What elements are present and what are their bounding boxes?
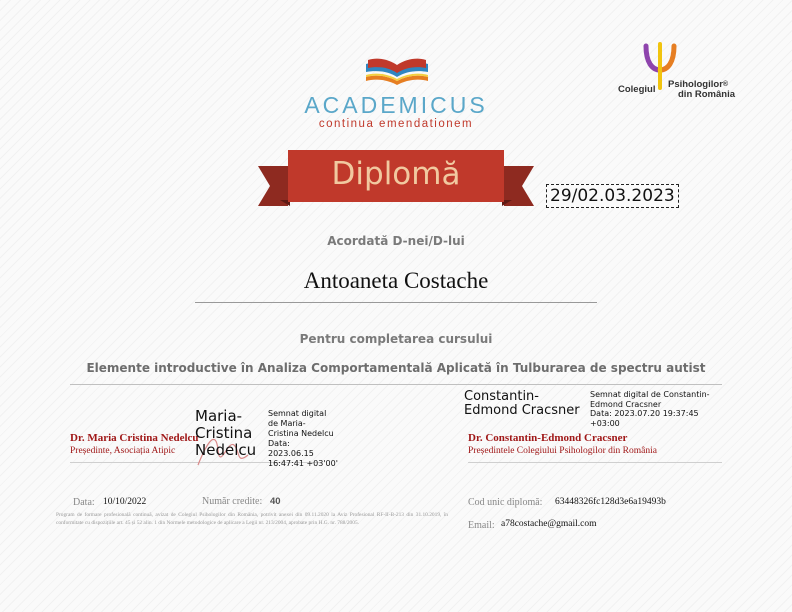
credits-value: 40 — [270, 496, 281, 507]
signatory2-name: Dr. Constantin-Edmond Cracsner — [468, 432, 628, 444]
unique-code-value: 63448326fc128d3e6a19493b — [555, 497, 666, 507]
course-title: Elemente introductive în Analiza Comportamentală Aplicată în Tulburarea de spectru autist — [86, 361, 706, 375]
credits-label: Număr credite: — [202, 496, 263, 507]
s2-stamp-line: Constantin- — [464, 389, 539, 404]
awarded-to-label: Acordată D-nei/D-lui — [327, 234, 465, 248]
s1-stamp-line: Nedelcu — [195, 441, 257, 459]
course-divider — [70, 384, 722, 385]
recipient-underline — [195, 302, 597, 303]
cpr-colegiul-label: Colegiul — [618, 84, 656, 95]
s1-meta-line: 16:47:41 +03'00' — [268, 459, 338, 468]
s1-stamp-line: Maria- — [195, 407, 243, 425]
s1-meta-line: de Maria- — [268, 419, 306, 428]
course-intro: Pentru completarea cursului — [299, 332, 493, 346]
signatory1-signature-meta — [268, 409, 338, 469]
cpr-name-line1: Psihologilor — [668, 79, 723, 90]
signatory2-role: Președintele Colegiului Psihologilor din România — [468, 446, 657, 456]
s1-stamp-line: Cristina — [195, 424, 253, 442]
signatory1-role: Președinte, Asociația Atipic — [70, 446, 176, 456]
s1-meta-line: Data: — [268, 439, 290, 448]
s2-meta-line: Edmond Cracsner — [590, 399, 662, 409]
diploma-title: Diplomă — [331, 156, 461, 192]
s2-meta-line: +03:00 — [590, 418, 620, 428]
signatory1-name: Dr. Maria Cristina Nedelcu — [70, 432, 199, 444]
academicus-motto: continua emendationem — [318, 118, 474, 130]
cpr-name — [668, 80, 735, 100]
email-label: Email: — [468, 520, 495, 531]
s1-meta-line: Semnat digital — [268, 409, 327, 418]
s2-stamp-line: Edmond Cracsner — [464, 403, 580, 418]
s2-meta-line: Semnat digital de Constantin- — [590, 390, 710, 399]
cpr-name-line2: din România — [678, 89, 736, 100]
signatory2-signature-meta — [590, 390, 710, 428]
signatory2-digital-signature — [464, 390, 580, 418]
signatory1-digital-signature — [195, 408, 256, 459]
signatory2-line — [468, 462, 722, 463]
s1-meta-line: Cristina Nedelcu — [268, 429, 334, 438]
academicus-book-logo — [362, 55, 432, 85]
diploma-number: 29/02.03.2023 — [546, 184, 679, 208]
s1-meta-line: 2023.06.15 — [268, 449, 314, 458]
legal-notice: Program de formare profesională continuă, avizat de Colegiul Psihologilor din România, potrivit anexei din 09.11.2020 la Aviz Profesional RF-II-B-213 din 31.10.2019, în conformitate cu dispozițiile art. 45 și 52 alin. 1 din Normele metodologice de aplicare a Legii nr. 213/2004, aprobate prin H.G. nr. 788/2005. — [56, 512, 448, 526]
academicus-name: ACADEMICUS — [304, 92, 488, 118]
email-value: a78costache@gmail.com — [501, 519, 597, 529]
s2-meta-line: Data: 2023.07.20 19:37:45 — [590, 409, 699, 418]
unique-code-label: Cod unic diplomă: — [468, 497, 543, 508]
recipient-name: Antoaneta Costache — [303, 268, 489, 293]
date-label: Data: — [73, 497, 95, 508]
cpr-registered-mark: ® — [722, 81, 729, 88]
date-value: 10/10/2022 — [103, 497, 147, 507]
